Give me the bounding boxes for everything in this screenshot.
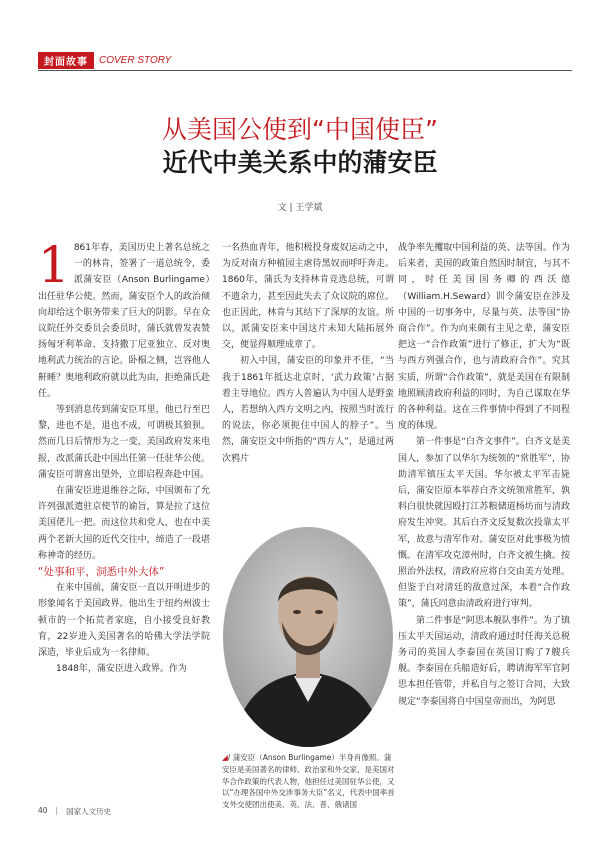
text-column-2 xyxy=(222,240,394,467)
portrait-photo xyxy=(222,526,394,748)
article-title-line1: 从美国公使到“中国使臣” xyxy=(162,115,438,144)
magazine-name: 国家人文历史 xyxy=(66,807,112,816)
photo-caption xyxy=(222,752,396,811)
page-number: 40 xyxy=(38,806,48,815)
paragraph: 在来中国前，蒲安臣一直以开明进步的形象闻名于美国政界。他出生于纽约州波士顿市的一个拓荒者家庭，自小接受良好教育，22岁进入美国著名的哈佛大学法学院深造，毕业后成为一名律师。 xyxy=(38,583,210,659)
paragraph: 战争率先攫取中国利益的英、法等国。作为后来者，美国的政策自然因时制宜，与其不同，时任美国国务卿的西沃德（William.H.Seward）训令蒲安臣在涉及中国的一切事务中，尽量与英、法等国“协商合作”。作为向来颇有主见之辈，蒲安臣把这一“合作政策”进行了修正，扩大为“既与西方列强合作，也与清政府合作”。究其实质，所谓“合作政策”，就是美国在有限制地照顾清政府利益的同时，为自己谋取在华的各种利益。这在三件事情中得到了不同程度的体现。 xyxy=(398,243,570,432)
article-title-line2: 近代中美关系中的蒲安臣 xyxy=(162,148,438,177)
section-english-label: COVER STORY xyxy=(99,55,172,66)
paragraph: 等到消息传到蒲安臣耳里，他已行至巴黎，进也不是，退也不成，可谓极其狼狈。然而几日后情形为之一变，美国政府发来电报，改派蒲氏赴中国出任第一任驻华公使。蒲安臣可谓喜出望外，立即启程奔赴中国。 xyxy=(38,405,210,480)
page-footer xyxy=(38,806,111,817)
section-badge: 封面故事 xyxy=(38,52,94,69)
paragraph: 第二件事是“阿思本舰队事件”。为了镇压太平天国运动，清政府通过时任海关总税务司的英国人李泰国在英国订购了7艘兵舰。李泰国在兵船造好后，聘请海军军官阿思本担任管带，并私自与之签订合同，大致规定“李泰国将自中国皇帝而出，为阿思 xyxy=(398,615,570,707)
drop-cap: 1 xyxy=(38,236,70,294)
section-subheading: “处事和平，洞悉中外大体” xyxy=(38,566,165,579)
text-column-3 xyxy=(398,240,570,710)
text-column-1 xyxy=(38,236,210,677)
paragraph: 初入中国，蒲安臣的印象并不佳，“当我于1861年抵达北京时，‘武力政策’占据着主导地位。西方人普遍认为中国人是野蛮人，若想纳入西方文明之内，按照当时流行的说法，你必须扼住中国人的脖子”。当然，蒲安臣文中所指的“西方人”，是通过两次鸦片 xyxy=(222,356,394,464)
paragraph: 1848年，蒲安臣进入政界。作为 xyxy=(56,664,187,675)
paragraph: 第一件事是“白齐文事件”。白齐文是美国人，参加了以华尔为统领的“常胜军”，协助清军镇压太平天国。华尔被太平军击毙后，蒲安臣原本举荐白齐文统领常胜军，孰料白很快就因殴打江苏粮储道杨坊而与清政府发生冲突。其后白齐文反复数次投靠太平军，故意与清军作对。蒲安臣对此事极为愤慨。在清军攻克漳州时，白齐文被生擒。按照治外法权，清政府应将白交由美方处理。但鉴于白对清廷的敌意过深，本着“合作政策”，蒲氏同意由清政府进行审判。 xyxy=(398,437,570,610)
footer-separator: | xyxy=(55,806,59,815)
paragraph: 一名热血青年，他积极投身废奴运动之中，为反对南方种植园主虐待黑奴而呼吁奔走。1860年，蒲氏为支持林肯竞选总统，可谓不遗余力，甚至因此失去了众议院的席位。也正因此，林肯与其结下了深厚的友谊。所以，派蒲安臣来中国这片未知大陆拓展外交，便显得顺理成章了。 xyxy=(222,243,394,351)
section-header xyxy=(38,53,171,68)
article-byline: 文 | 王学斌 xyxy=(277,203,323,213)
header-divider xyxy=(38,70,572,71)
caption-text: / 蒲安臣（Anson Burlingame）半身肖像照。蒲安臣是美国著名的律师、政治家和外交家，是美国对华合作政策的代表人物，他担任过美国驻华公使，又以“办理各国中外交涉事务大臣”名义，代表中国率首支外交使团出使美、英、法、普、俄诸国 xyxy=(222,753,395,810)
caption-marker-icon: ◢ xyxy=(222,753,228,762)
paragraph: 在蒲安臣进退维谷之际，中国颁布了允许列强派遣驻京使节的谕旨，算是拉了这位美国佬儿一把。而这位共和党人，也在中美两个老新大国的近代交往中，缔造了一段堪称神奇的经历。 xyxy=(38,486,210,561)
paragraph: 861年春，美国历史上著名总统之一的林肯，签署了一道总统令，委派蒲安臣（Anson Burlingame）出任驻华公使。然而，蒲安臣个人的政治倾向却给这个职务带来了巨大的阴影。早在众议院任外交委员会委员时，蒲氏就曾发表赞扬匈牙利革命、支持撒丁尼亚独立、反对奥地利武力统治的言论。卧榻之侧，岂容他人鼾睡？奥地利政府就以此为由，拒绝蒲氏赴任。 xyxy=(38,243,210,399)
